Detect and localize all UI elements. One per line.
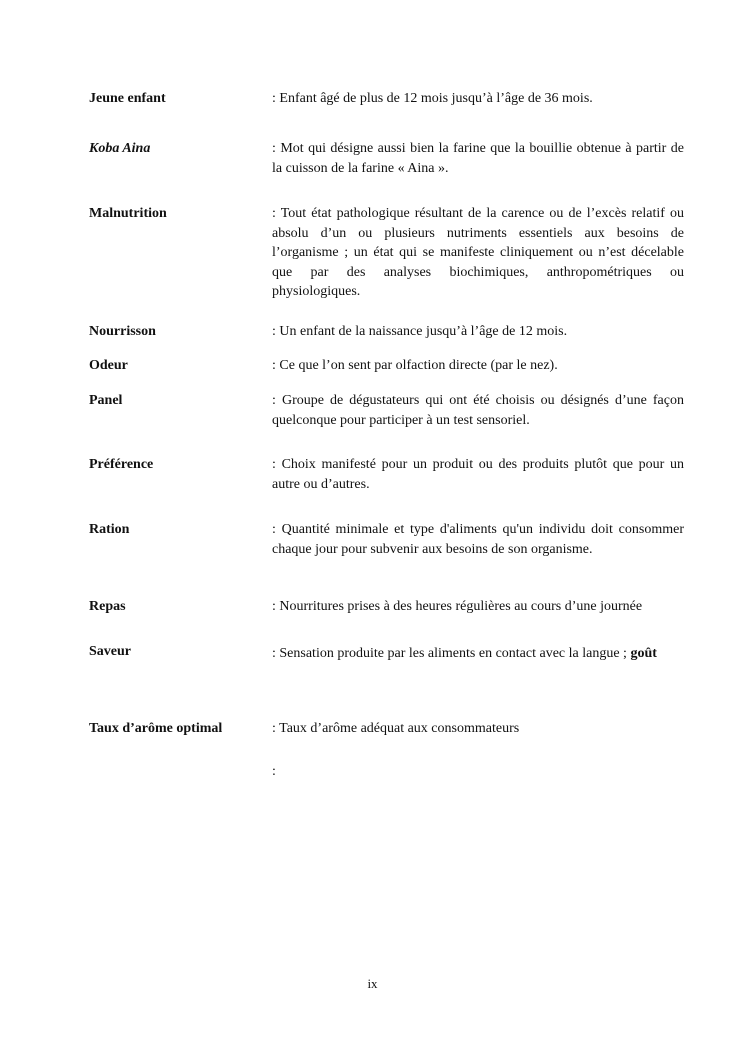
glossary-term: Panel <box>89 393 123 408</box>
glossary-definition: : Choix manifesté pour un produit ou des produits plutôt que pour un autre ou d’autres. <box>272 457 684 492</box>
glossary-definition: : Taux d’arôme adéquat aux consommateurs <box>272 721 520 736</box>
glossary-definition: : Groupe de dégustateurs qui ont été choisis ou désignés d’une façon quelconque pour participer à un test sensoriel. <box>272 393 684 428</box>
glossary-term: Nourrisson <box>89 324 156 339</box>
page-number: ix <box>367 976 378 991</box>
glossary-definition: : Tout état pathologique résultant de la carence ou de l’excès relatif ou absolu d’un ou plusieurs nutriments essentiels aux besoins de l’organisme ; un état qui se manifeste cliniquement ou n’est décelable que par des analyses biochimiques, anthropométriques ou physiologiques. <box>272 206 684 300</box>
glossary-term: Taux d’arôme optimal <box>89 721 223 736</box>
glossary-definition <box>272 642 684 666</box>
glossary-definition: : Quantité minimale et type d'aliments qu'un individu doit consommer chaque jour pour subvenir aux besoins de son organisme. <box>272 522 684 557</box>
glossary-term: Ration <box>89 522 130 537</box>
glossary-definition-text: : Sensation produite par les aliments en contact avec la langue ; <box>272 646 627 661</box>
glossary-definition: : Mot qui désigne aussi bien la farine que la bouillie obtenue à partir de la cuisson de la farine « Aina ». <box>272 141 684 176</box>
glossary-term: Repas <box>89 599 126 614</box>
glossary-definition: : Un enfant de la naissance jusqu’à l’âge de 12 mois. <box>272 324 568 339</box>
glossary-definition: : Ce que l’on sent par olfaction directe (par le nez). <box>272 358 558 373</box>
glossary-definition-bold: goût <box>630 646 657 661</box>
stray-colon: : <box>272 764 276 779</box>
glossary-term: Préférence <box>89 457 154 472</box>
glossary-definition: : Nourritures prises à des heures régulières au cours d’une journée <box>272 599 643 614</box>
glossary-term: Malnutrition <box>89 206 167 221</box>
glossary-term: Koba Aina <box>89 141 151 156</box>
glossary-term: Odeur <box>89 358 128 373</box>
glossary-term: Jeune enfant <box>89 91 166 106</box>
glossary-definition: : Enfant âgé de plus de 12 mois jusqu’à l’âge de 36 mois. <box>272 91 593 106</box>
glossary-term: Saveur <box>89 644 131 659</box>
